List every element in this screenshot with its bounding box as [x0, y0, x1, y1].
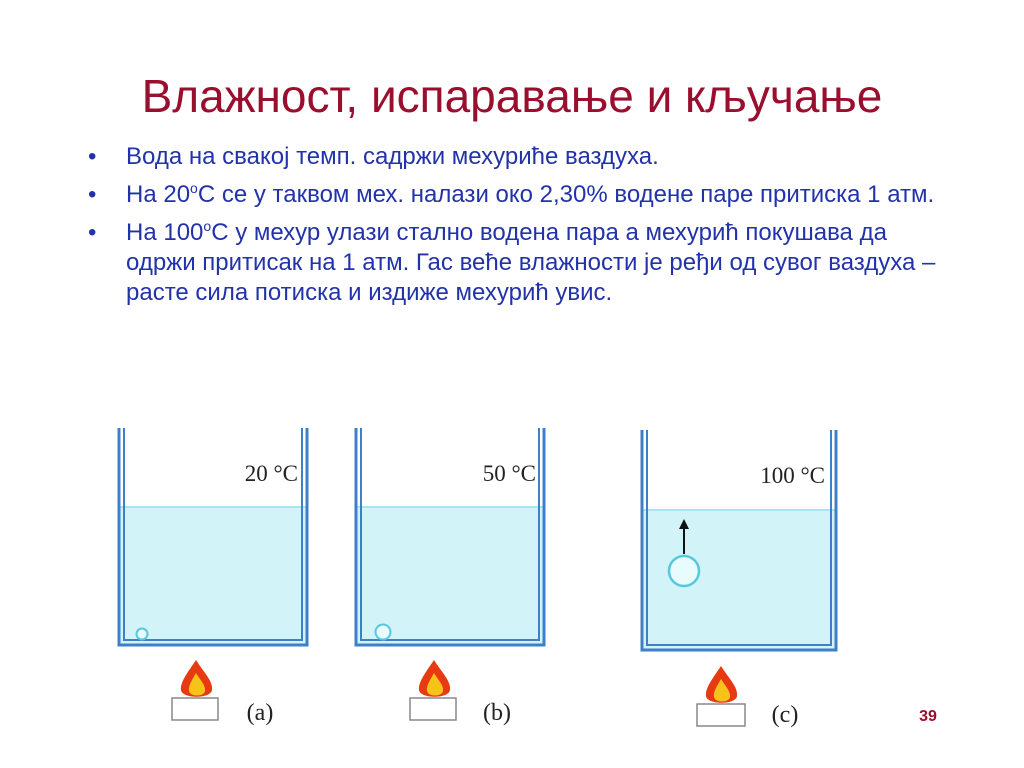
burner-c — [697, 666, 798, 728]
bullet-dot-icon: • — [88, 219, 97, 246]
burner-base-a — [172, 698, 218, 720]
caption-c: (c) — [771, 702, 799, 728]
bullet-text: С у мехур улази стално водена пара а мехурић покушава да одржи притисак на 1 атм. Гас веће влажности је ређи од сувог ваздуха – расте сила потиска и издиже мехурић увис. — [126, 219, 936, 306]
water-a — [119, 507, 307, 645]
burner-b — [410, 660, 511, 726]
bullet-text: На 20 — [126, 181, 191, 208]
degree-superscript: o — [203, 218, 212, 234]
slide-title: Влажност, испаравање и кључање — [141, 70, 883, 122]
bubble-icon — [669, 556, 699, 586]
bullet-dot-icon: • — [88, 143, 97, 170]
beaker-b — [356, 428, 544, 645]
temperature-label-c: 100 °C — [760, 463, 825, 488]
caption-a: (a) — [246, 700, 274, 726]
burner-base-b — [410, 698, 456, 720]
bullet-text: Вода на свакој темп. садржи мехуриће ваздуха. — [126, 143, 659, 170]
bullet-text: С се у таквом мех. налази око 2,30% водене паре притиска 1 атм. — [197, 181, 935, 208]
bubble-icon — [137, 629, 148, 640]
bullet-dot-icon: • — [88, 181, 97, 208]
page-number: 39 — [919, 708, 937, 725]
degree-superscript: o — [190, 180, 198, 196]
bubble-icon — [376, 625, 391, 640]
burner-base-c — [697, 704, 745, 726]
temperature-label-b: 50 °C — [482, 461, 536, 486]
burner-a — [172, 660, 273, 726]
bullet-text: На 100 — [126, 219, 204, 246]
temperature-label-a: 20 °C — [244, 461, 298, 486]
beaker-a — [119, 428, 307, 645]
caption-b: (b) — [483, 700, 511, 726]
beaker-c — [642, 430, 836, 650]
